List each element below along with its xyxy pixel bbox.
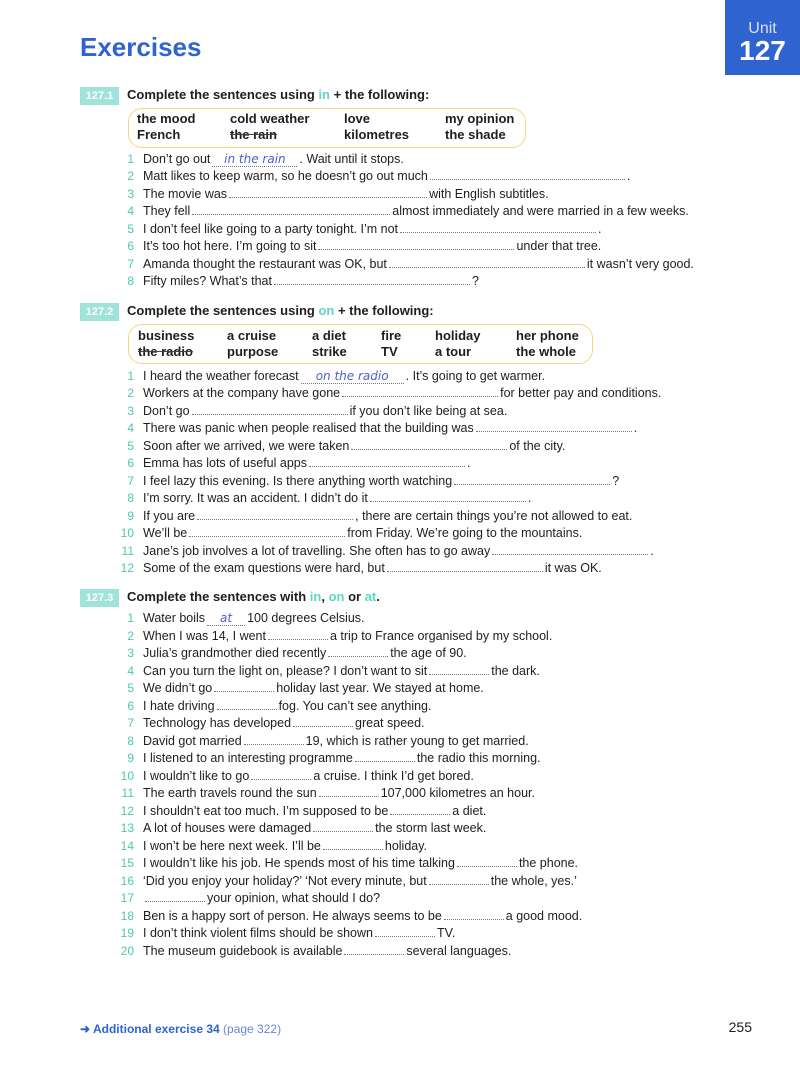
item-text: under that tree. bbox=[516, 239, 602, 253]
item-text: it was OK. bbox=[544, 561, 602, 575]
item-number: 17 bbox=[120, 891, 134, 905]
item-text: ? bbox=[612, 474, 620, 488]
exercise-item bbox=[0, 273, 800, 290]
item-text: Ben is a happy sort of person. He always seems to be bbox=[143, 909, 442, 923]
exercise-item bbox=[0, 785, 800, 802]
item-text: . Wait until it stops. bbox=[299, 152, 404, 166]
item-text: holiday. bbox=[384, 839, 428, 853]
item-number: 9 bbox=[127, 751, 134, 765]
item-number: 2 bbox=[127, 629, 134, 643]
item-text: fog. You can’t see anything. bbox=[278, 699, 432, 713]
item-text: I feel lazy this evening. Is there anything worth watching bbox=[143, 474, 453, 488]
answer-blank[interactable] bbox=[244, 733, 304, 745]
item-text: If you are bbox=[143, 509, 196, 523]
item-text: David got married bbox=[143, 734, 242, 748]
item-text: 107,000 kilometres an hour. bbox=[380, 786, 535, 800]
item-number: 1 bbox=[127, 152, 134, 166]
answer-blank[interactable] bbox=[145, 890, 205, 902]
word-box-item: the shade bbox=[445, 127, 506, 142]
answer-blank[interactable] bbox=[274, 273, 470, 285]
item-number: 12 bbox=[120, 804, 134, 818]
answer-blank[interactable] bbox=[309, 455, 465, 467]
item-number: 14 bbox=[120, 839, 134, 853]
exercise-item bbox=[0, 368, 800, 385]
item-text: The museum guidebook is available bbox=[143, 944, 343, 958]
item-number: 1 bbox=[127, 369, 134, 383]
instruction-text: Complete the sentences using bbox=[127, 87, 319, 102]
answer-blank[interactable] bbox=[318, 238, 514, 250]
answer-blank[interactable] bbox=[444, 908, 504, 920]
answer-blank[interactable]: in the rain bbox=[212, 153, 297, 167]
answer-blank[interactable] bbox=[189, 525, 345, 537]
word-box-item: a cruise bbox=[227, 328, 277, 343]
unit-label: Unit bbox=[748, 20, 777, 37]
item-text: Don’t go bbox=[143, 404, 190, 418]
item-text: the phone. bbox=[518, 856, 579, 870]
exercise-item bbox=[0, 610, 800, 627]
exercise-item bbox=[0, 525, 800, 542]
answer-blank[interactable] bbox=[400, 221, 596, 233]
answer-blank[interactable] bbox=[313, 820, 373, 832]
item-text: Some of the exam questions were hard, but bbox=[143, 561, 385, 575]
answer-blank[interactable] bbox=[355, 750, 415, 762]
item-text: with English subtitles. bbox=[429, 187, 549, 201]
item-number: 7 bbox=[127, 716, 134, 730]
item-text: from Friday. We’re going to the mountains. bbox=[347, 526, 583, 540]
item-text: several languages. bbox=[406, 944, 512, 958]
item-text: . bbox=[466, 456, 471, 470]
exercise-item bbox=[0, 873, 800, 890]
instruction-keyword: at bbox=[364, 589, 377, 604]
item-text: the storm last week. bbox=[375, 821, 487, 835]
item-text: ? bbox=[471, 274, 479, 288]
item-number: 19 bbox=[120, 926, 134, 940]
item-number: 8 bbox=[127, 734, 134, 748]
item-number: 15 bbox=[120, 856, 134, 870]
item-number: 3 bbox=[127, 646, 134, 660]
item-text: Fifty miles? What’s that bbox=[143, 274, 272, 288]
item-text: 100 degrees Celsius. bbox=[247, 611, 365, 625]
item-text: I heard the weather forecast bbox=[143, 369, 299, 383]
instruction-text: or bbox=[344, 589, 365, 604]
item-number: 6 bbox=[127, 699, 134, 713]
item-text: A lot of houses were damaged bbox=[143, 821, 312, 835]
item-text: The movie was bbox=[143, 187, 228, 201]
item-text: Technology has developed bbox=[143, 716, 292, 730]
answer-blank[interactable] bbox=[429, 873, 489, 885]
item-text: I don’t think violent films should be shown bbox=[143, 926, 373, 940]
exercise-item bbox=[0, 543, 800, 560]
answer-blank[interactable] bbox=[268, 628, 328, 640]
exercise-instruction bbox=[127, 87, 429, 102]
item-number: 6 bbox=[127, 456, 134, 470]
item-number: 5 bbox=[127, 222, 134, 236]
item-number: 5 bbox=[127, 439, 134, 453]
item-number: 18 bbox=[120, 909, 134, 923]
word-box-item: purpose bbox=[227, 344, 279, 359]
answer-blank[interactable] bbox=[342, 385, 498, 397]
item-text: They fell bbox=[143, 204, 191, 218]
exercise-item bbox=[0, 168, 800, 185]
instruction-keyword: on bbox=[318, 303, 335, 318]
item-text: . bbox=[598, 222, 602, 236]
exercise-item bbox=[0, 420, 800, 437]
item-number: 4 bbox=[127, 204, 134, 218]
item-text: . It’s going to get warmer. bbox=[405, 369, 546, 383]
item-text: the age of 90. bbox=[390, 646, 467, 660]
answer-blank[interactable] bbox=[192, 203, 390, 215]
item-text: a good mood. bbox=[505, 909, 583, 923]
exercise-item bbox=[0, 925, 800, 942]
item-text: . bbox=[527, 491, 532, 505]
answer-blank[interactable] bbox=[197, 508, 353, 520]
exercise-item bbox=[0, 628, 800, 645]
answer-blank[interactable] bbox=[375, 925, 435, 937]
answer-blank[interactable] bbox=[389, 256, 585, 268]
exercise-item bbox=[0, 490, 800, 507]
word-box-item-used: the radio bbox=[138, 344, 193, 359]
item-text: I wouldn’t like to go bbox=[143, 769, 250, 783]
additional-exercise-link[interactable] bbox=[80, 1022, 281, 1036]
word-box-item: cold weather bbox=[230, 111, 310, 126]
answer-blank[interactable] bbox=[476, 420, 632, 432]
item-text: I wouldn’t like his job. He spends most of his time talking bbox=[143, 856, 455, 870]
answer-blank[interactable] bbox=[192, 403, 348, 415]
answer-blank[interactable] bbox=[370, 490, 526, 502]
item-number: 12 bbox=[120, 561, 134, 575]
item-text: The earth travels round the sun bbox=[143, 786, 317, 800]
answer-blank[interactable] bbox=[328, 645, 388, 657]
answer-blank[interactable] bbox=[430, 168, 625, 180]
answer-blank[interactable] bbox=[319, 785, 379, 797]
item-text: , there are certain things you’re not allowed to eat. bbox=[355, 509, 633, 523]
instruction-keyword: in bbox=[309, 589, 322, 604]
item-text: Can you turn the light on, please? I don’t want to sit bbox=[143, 664, 428, 678]
item-text: TV. bbox=[437, 926, 456, 940]
word-box-item: love bbox=[344, 111, 371, 126]
additional-exercise-page: (page 322) bbox=[223, 1022, 282, 1036]
exercise-item bbox=[0, 385, 800, 402]
answer-blank[interactable] bbox=[214, 680, 274, 692]
instruction-text: + the following: bbox=[334, 303, 434, 318]
exercise-item bbox=[0, 663, 800, 680]
exercise-item bbox=[0, 698, 800, 715]
word-box-item: strike bbox=[312, 344, 347, 359]
instruction-text: Complete the sentences using bbox=[127, 303, 319, 318]
item-number: 3 bbox=[127, 404, 134, 418]
item-text: great speed. bbox=[355, 716, 425, 730]
item-text: Workers at the company have gone bbox=[143, 386, 341, 400]
word-box-item: French bbox=[137, 127, 181, 142]
exercise-item bbox=[0, 221, 800, 238]
exercise-item bbox=[0, 438, 800, 455]
answer-blank[interactable] bbox=[217, 698, 277, 710]
item-text: . bbox=[626, 169, 631, 183]
item-text: Soon after we arrived, we were taken bbox=[143, 439, 350, 453]
exercise-item bbox=[0, 645, 800, 662]
exercise-item bbox=[0, 890, 800, 907]
item-text: Matt likes to keep warm, so he doesn’t go out much bbox=[143, 169, 428, 183]
exercise-item bbox=[0, 508, 800, 525]
additional-exercise-label: Additional exercise 34 bbox=[92, 1022, 220, 1036]
exercise-instruction bbox=[127, 589, 380, 604]
item-text: When I was 14, I went bbox=[143, 629, 266, 643]
exercise-item bbox=[0, 238, 800, 255]
item-number: 20 bbox=[120, 944, 134, 958]
answer-blank[interactable]: at bbox=[207, 612, 245, 626]
answer-blank[interactable] bbox=[293, 715, 353, 727]
item-number: 10 bbox=[120, 526, 134, 540]
exercise-item bbox=[0, 680, 800, 697]
exercise-instruction bbox=[127, 303, 434, 318]
word-box-item: fire bbox=[381, 328, 402, 343]
exercise-item bbox=[0, 803, 800, 820]
word-box-item-used: the rain bbox=[230, 127, 277, 142]
exercise-item bbox=[0, 473, 800, 490]
item-text: Jane’s job involves a lot of travelling. She often has to go away bbox=[143, 544, 491, 558]
item-number: 13 bbox=[120, 821, 134, 835]
word-box-item: my opinion bbox=[445, 111, 515, 126]
item-text: a cruise. I think I’d get bored. bbox=[313, 769, 474, 783]
instruction-keyword: in bbox=[318, 87, 330, 102]
item-number: 3 bbox=[127, 187, 134, 201]
instruction-text: Complete the sentences with bbox=[127, 589, 310, 604]
exercise-item bbox=[0, 186, 800, 203]
exercise-item bbox=[0, 203, 800, 220]
item-text: the whole, yes.’ bbox=[490, 874, 577, 888]
unit-number: 127 bbox=[739, 35, 786, 66]
answer-blank[interactable] bbox=[454, 473, 610, 485]
answer-blank[interactable] bbox=[387, 560, 543, 572]
instruction-text: + the following: bbox=[330, 87, 430, 102]
exercise-item bbox=[0, 855, 800, 872]
item-number: 2 bbox=[127, 386, 134, 400]
item-number: 4 bbox=[127, 421, 134, 435]
item-text: Don’t go out bbox=[143, 152, 211, 166]
item-number: 6 bbox=[127, 239, 134, 253]
item-text: I hate driving bbox=[143, 699, 215, 713]
exercise-item bbox=[0, 733, 800, 750]
page-number: 255 bbox=[728, 1019, 752, 1035]
item-text: ‘Did you enjoy your holiday?’ ‘Not every minute, but bbox=[143, 874, 427, 888]
item-text: the dark. bbox=[491, 664, 540, 678]
item-number: 11 bbox=[121, 786, 134, 800]
item-text: for better pay and conditions. bbox=[500, 386, 662, 400]
exercise-item bbox=[0, 455, 800, 472]
exercise-item bbox=[0, 943, 800, 960]
item-text: almost immediately and were married in a few weeks. bbox=[392, 204, 689, 218]
exercise-item bbox=[0, 560, 800, 577]
answer-blank[interactable] bbox=[457, 855, 517, 867]
exercise-item bbox=[0, 908, 800, 925]
item-text: a diet. bbox=[452, 804, 487, 818]
item-number: 10 bbox=[120, 769, 134, 783]
instruction-text: . bbox=[376, 589, 380, 604]
item-text: . bbox=[633, 421, 638, 435]
exercise-item bbox=[0, 715, 800, 732]
instruction-text: , bbox=[321, 589, 329, 604]
word-box-item: her phone bbox=[516, 328, 579, 343]
item-number: 1 bbox=[127, 611, 134, 625]
instruction-keyword: on bbox=[328, 589, 345, 604]
exercise-number-badge: 127.3 bbox=[80, 589, 119, 607]
answer-blank[interactable] bbox=[344, 943, 404, 955]
item-text: We’ll be bbox=[143, 526, 188, 540]
item-number: 2 bbox=[127, 169, 134, 183]
answer-blank[interactable] bbox=[351, 438, 507, 450]
item-text: There was panic when people realised that the building was bbox=[143, 421, 474, 435]
word-box-item: a diet bbox=[312, 328, 346, 343]
item-text: Water boils bbox=[143, 611, 206, 625]
answer-blank[interactable]: on the radio bbox=[301, 370, 404, 384]
item-text: if you don’t like being at sea. bbox=[349, 404, 508, 418]
answer-blank[interactable] bbox=[429, 663, 489, 675]
item-text: I’m sorry. It was an accident. I didn’t do it bbox=[143, 491, 368, 505]
exercise-item bbox=[0, 750, 800, 767]
word-box-item: business bbox=[138, 328, 195, 343]
item-number: 9 bbox=[127, 509, 134, 523]
item-number: 7 bbox=[127, 257, 134, 271]
answer-blank[interactable] bbox=[323, 838, 383, 850]
exercise-item bbox=[0, 838, 800, 855]
answer-blank[interactable] bbox=[390, 803, 450, 815]
exercise-number-badge: 127.2 bbox=[80, 303, 119, 321]
item-text: your opinion, what should I do? bbox=[207, 891, 381, 905]
item-text: I won’t be here next week. I’ll be bbox=[143, 839, 321, 853]
item-text: it wasn’t very good. bbox=[586, 257, 694, 271]
answer-blank[interactable] bbox=[492, 543, 648, 555]
item-text: holiday last year. We stayed at home. bbox=[276, 681, 484, 695]
word-box-item: kilometres bbox=[344, 127, 410, 142]
item-number: 4 bbox=[127, 664, 134, 678]
item-text: . bbox=[650, 544, 654, 558]
word-box-item: a tour bbox=[435, 344, 472, 359]
arrow-right-icon: ➜ bbox=[80, 1022, 91, 1036]
word-box-item: holiday bbox=[435, 328, 481, 343]
word-box-item: the whole bbox=[516, 344, 576, 359]
page-title: Exercises bbox=[80, 32, 202, 62]
item-number: 8 bbox=[127, 274, 134, 288]
item-text: I don’t feel like going to a party tonight. I’m not bbox=[143, 222, 399, 236]
item-text: of the city. bbox=[509, 439, 566, 453]
word-box-item: the mood bbox=[137, 111, 196, 126]
exercise-item bbox=[0, 403, 800, 420]
item-text: I shouldn’t eat too much. I’m supposed to be bbox=[143, 804, 389, 818]
item-text: Amanda thought the restaurant was OK, but bbox=[143, 257, 387, 271]
exercise-item bbox=[0, 768, 800, 785]
item-text: a trip to France organised by my school. bbox=[329, 629, 553, 643]
item-text: We didn’t go bbox=[143, 681, 213, 695]
item-text: the radio this morning. bbox=[416, 751, 541, 765]
item-number: 7 bbox=[127, 474, 134, 488]
word-box-item: TV bbox=[381, 344, 398, 359]
item-number: 11 bbox=[121, 544, 134, 558]
item-text: 19, which is rather young to get married. bbox=[305, 734, 529, 748]
answer-blank[interactable] bbox=[251, 768, 311, 780]
answer-blank[interactable] bbox=[229, 186, 427, 198]
exercise-number-badge: 127.1 bbox=[80, 87, 119, 105]
item-text: It’s too hot here. I’m going to sit bbox=[143, 239, 317, 253]
item-number: 8 bbox=[127, 491, 134, 505]
item-text: I listened to an interesting programme bbox=[143, 751, 353, 765]
exercise-item bbox=[0, 256, 800, 273]
item-text: Julia’s grandmother died recently bbox=[143, 646, 327, 660]
exercise-item bbox=[0, 820, 800, 837]
unit-tab bbox=[725, 0, 800, 75]
exercise-item bbox=[0, 151, 800, 168]
item-text: Emma has lots of useful apps bbox=[143, 456, 307, 470]
item-number: 5 bbox=[127, 681, 134, 695]
item-number: 16 bbox=[120, 874, 134, 888]
